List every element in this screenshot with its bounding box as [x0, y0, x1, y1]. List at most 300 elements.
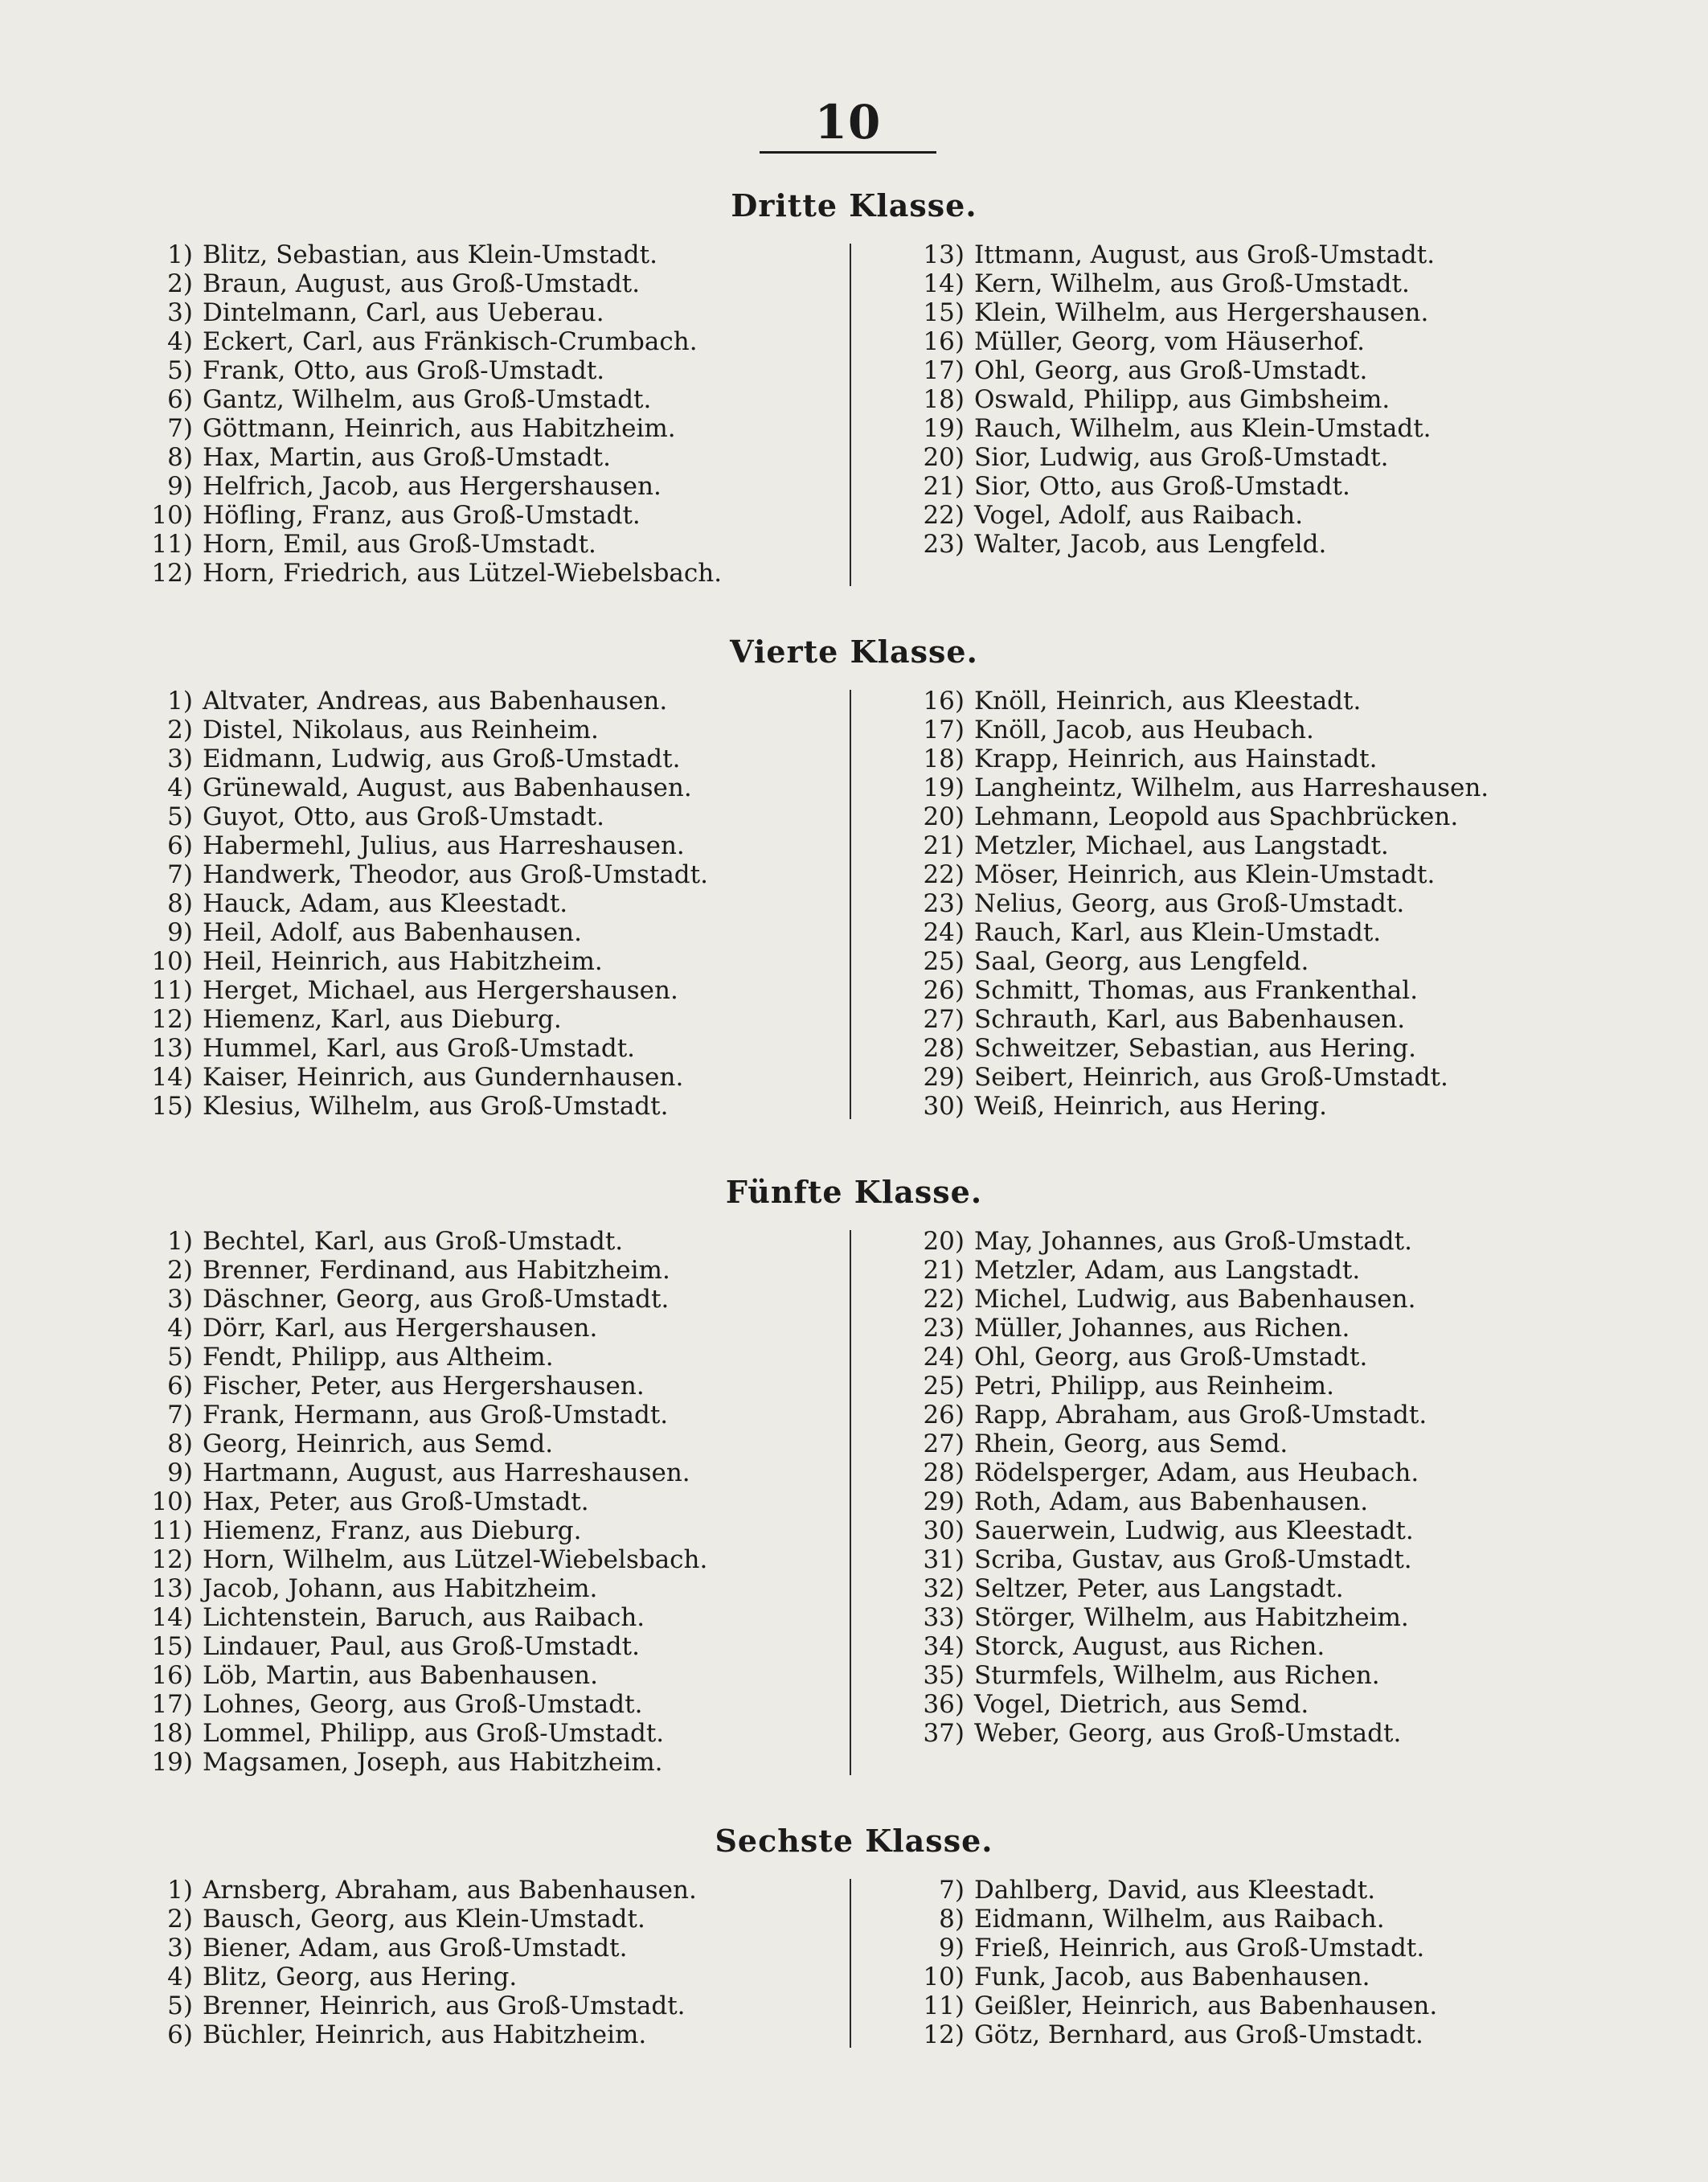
- list-item-number: 10): [151, 1487, 193, 1516]
- list-item-number: 18): [923, 744, 965, 773]
- list-item: [907, 773, 1489, 802]
- list-item-text: Sauerwein, Ludwig, aus Kleestadt.: [974, 1516, 1414, 1545]
- list-item-number: 13): [151, 1034, 193, 1063]
- list-item-text: Möser, Heinrich, aus Klein-Umstadt.: [974, 860, 1436, 889]
- list-item-text: Weber, Georg, aus Groß-Umstadt.: [974, 1719, 1402, 1748]
- list-item-number: 12): [151, 1005, 193, 1034]
- list-item-number: 3): [167, 1285, 193, 1314]
- list-item-text: Frieß, Heinrich, aus Groß-Umstadt.: [974, 1934, 1425, 1963]
- list-item: [135, 1401, 707, 1429]
- column-divider: [850, 690, 851, 1119]
- list-item-number: 26): [923, 976, 965, 1005]
- list-item-text: Dörr, Karl, aus Hergershausen.: [203, 1314, 598, 1343]
- list-item-number: 23): [923, 1314, 965, 1343]
- list-item: [135, 1991, 697, 2020]
- list-item-number: 22): [923, 860, 965, 889]
- list-item: [135, 269, 722, 298]
- list-item-text: Magsamen, Joseph, aus Habitzheim.: [203, 1748, 663, 1777]
- student-list-left: [135, 1227, 707, 1777]
- list-item-number: 17): [923, 716, 965, 744]
- list-item-text: Dintelmann, Carl, aus Ueberau.: [203, 298, 604, 327]
- list-item-text: Heil, Adolf, aus Babenhausen.: [203, 918, 582, 947]
- list-item: [907, 1063, 1489, 1092]
- list-item-number: 30): [923, 1516, 965, 1545]
- list-item-number: 11): [151, 976, 193, 1005]
- list-item-text: Frank, Otto, aus Groß-Umstadt.: [203, 356, 605, 385]
- list-item-text: Rauch, Karl, aus Klein-Umstadt.: [974, 918, 1382, 947]
- list-item-text: Ohl, Georg, aus Groß-Umstadt.: [974, 1343, 1368, 1372]
- list-item-number: 10): [151, 947, 193, 976]
- list-item-number: 29): [923, 1487, 965, 1516]
- list-item: [907, 1545, 1427, 1574]
- list-item-text: Frank, Hermann, aus Groß-Umstadt.: [203, 1401, 669, 1429]
- list-item: [907, 744, 1489, 773]
- list-item-number: 31): [923, 1545, 965, 1574]
- student-list-right: [907, 1876, 1437, 2049]
- list-item: [907, 472, 1435, 501]
- list-item-number: 10): [151, 501, 193, 530]
- list-item-number: 5): [167, 1991, 193, 2020]
- list-item-number: 12): [151, 559, 193, 588]
- list-item: [907, 385, 1435, 414]
- list-item: [135, 1034, 708, 1063]
- list-item: [135, 1227, 707, 1256]
- list-item-number: 1): [167, 1876, 193, 1905]
- list-item-text: Geißler, Heinrich, aus Babenhausen.: [974, 1991, 1438, 2020]
- list-item-text: Eckert, Carl, aus Fränkisch-Crumbach.: [203, 327, 698, 356]
- list-item-number: 14): [923, 269, 965, 298]
- list-item-number: 15): [151, 1092, 193, 1121]
- list-item-text: Lohnes, Georg, aus Groß-Umstadt.: [203, 1690, 643, 1719]
- list-item-text: Grünewald, August, aus Babenhausen.: [203, 773, 692, 802]
- list-item-number: 11): [923, 1991, 965, 2020]
- list-item: [135, 2020, 697, 2049]
- list-item-number: 23): [923, 530, 965, 559]
- list-item-number: 21): [923, 1256, 965, 1285]
- list-item-number: 12): [923, 2020, 965, 2049]
- list-item-number: 13): [151, 1574, 193, 1603]
- list-item-number: 14): [151, 1063, 193, 1092]
- list-item-number: 28): [923, 1458, 965, 1487]
- list-item-text: Klesius, Wilhelm, aus Groß-Umstadt.: [203, 1092, 669, 1121]
- list-item-text: Lindauer, Paul, aus Groß-Umstadt.: [203, 1632, 640, 1661]
- list-item-text: Ohl, Georg, aus Groß-Umstadt.: [974, 356, 1368, 385]
- student-list-left: [135, 1876, 697, 2049]
- list-item: [135, 831, 708, 860]
- list-item-text: Brenner, Ferdinand, aus Habitzheim.: [203, 1256, 670, 1285]
- list-item: [907, 443, 1435, 472]
- list-item: [907, 1719, 1427, 1748]
- list-item-number: 30): [923, 1092, 965, 1121]
- list-item-text: Langheintz, Wilhelm, aus Harreshausen.: [974, 773, 1489, 802]
- list-item-text: Sior, Ludwig, aus Groß-Umstadt.: [974, 443, 1389, 472]
- list-item-number: 15): [923, 298, 965, 327]
- list-item-number: 10): [923, 1963, 965, 1991]
- list-item-text: Biener, Adam, aus Groß-Umstadt.: [203, 1934, 628, 1963]
- list-item-text: Storck, August, aus Richen.: [974, 1632, 1325, 1661]
- list-item-text: Fischer, Peter, aus Hergershausen.: [203, 1372, 645, 1401]
- list-item-number: 2): [167, 1905, 193, 1934]
- list-item: [907, 1256, 1427, 1285]
- list-item-text: Metzler, Adam, aus Langstadt.: [974, 1256, 1361, 1285]
- list-item-text: Krapp, Heinrich, aus Hainstadt.: [974, 744, 1378, 773]
- list-item-number: 21): [923, 831, 965, 860]
- list-item-text: Habermehl, Julius, aus Harreshausen.: [203, 831, 685, 860]
- list-item-text: Dahlberg, David, aus Kleestadt.: [974, 1876, 1376, 1905]
- list-item: [135, 530, 722, 559]
- list-item-text: Brenner, Heinrich, aus Groß-Umstadt.: [203, 1991, 686, 2020]
- section-title: Sechste Klasse.: [715, 1823, 993, 1859]
- list-item-number: 3): [167, 298, 193, 327]
- list-item-text: Müller, Johannes, aus Richen.: [974, 1314, 1350, 1343]
- list-item-text: Höfling, Franz, aus Groß-Umstadt.: [203, 501, 641, 530]
- list-item-text: Saal, Georg, aus Lengfeld.: [974, 947, 1309, 976]
- list-item-number: 20): [923, 443, 965, 472]
- list-item-number: 18): [151, 1719, 193, 1748]
- list-item: [907, 501, 1435, 530]
- list-item-number: 16): [923, 687, 965, 716]
- list-item-number: 32): [923, 1574, 965, 1603]
- list-item: [907, 1991, 1437, 2020]
- list-item-text: May, Johannes, aus Groß-Umstadt.: [974, 1227, 1412, 1256]
- list-item-number: 9): [167, 918, 193, 947]
- list-item: [135, 1719, 707, 1748]
- list-item: [907, 976, 1489, 1005]
- list-item-text: Ittmann, August, aus Groß-Umstadt.: [974, 240, 1436, 269]
- list-item-number: 8): [167, 1429, 193, 1458]
- list-item-number: 24): [923, 1343, 965, 1372]
- list-item-text: Handwerk, Theodor, aus Groß-Umstadt.: [203, 860, 708, 889]
- list-item: [135, 1934, 697, 1963]
- list-item: [135, 1748, 707, 1777]
- list-item-number: 2): [167, 716, 193, 744]
- list-item-number: 5): [167, 356, 193, 385]
- list-item-text: Rauch, Wilhelm, aus Klein-Umstadt.: [974, 414, 1432, 443]
- list-item: [135, 414, 722, 443]
- list-item-text: Bausch, Georg, aus Klein-Umstadt.: [203, 1905, 645, 1934]
- list-item: [907, 414, 1435, 443]
- list-item-text: Schrauth, Karl, aus Babenhausen.: [974, 1005, 1406, 1034]
- list-item: [135, 1256, 707, 1285]
- list-item-text: Vogel, Dietrich, aus Semd.: [974, 1690, 1309, 1719]
- list-item-text: Horn, Emil, aus Groß-Umstadt.: [203, 530, 596, 559]
- list-item: [907, 327, 1435, 356]
- list-item-text: Sturmfels, Wilhelm, aus Richen.: [974, 1661, 1380, 1690]
- list-item: [907, 2020, 1437, 2049]
- list-item: [135, 687, 708, 716]
- list-item-text: Schweitzer, Sebastian, aus Hering.: [974, 1034, 1416, 1063]
- list-item-number: 9): [939, 1934, 965, 1963]
- list-item-number: 6): [167, 385, 193, 414]
- list-item-number: 7): [167, 1401, 193, 1429]
- list-item-number: 4): [167, 327, 193, 356]
- list-item-text: Däschner, Georg, aus Groß-Umstadt.: [203, 1285, 670, 1314]
- list-item: [135, 1545, 707, 1574]
- list-item-text: Lichtenstein, Baruch, aus Raibach.: [203, 1603, 645, 1632]
- list-item-number: 33): [923, 1603, 965, 1632]
- list-item: [907, 1227, 1427, 1256]
- list-item: [907, 1372, 1427, 1401]
- list-item-text: Hartmann, August, aus Harreshausen.: [203, 1458, 690, 1487]
- list-item: [907, 240, 1435, 269]
- list-item-text: Götz, Bernhard, aus Groß-Umstadt.: [974, 2020, 1423, 2049]
- list-item: [907, 1401, 1427, 1429]
- list-item-text: Nelius, Georg, aus Groß-Umstadt.: [974, 889, 1405, 918]
- list-item-number: 22): [923, 1285, 965, 1314]
- list-item: [135, 1574, 707, 1603]
- list-item-text: Kern, Wilhelm, aus Groß-Umstadt.: [974, 269, 1410, 298]
- list-item-number: 11): [151, 530, 193, 559]
- list-item-text: Arnsberg, Abraham, aus Babenhausen.: [203, 1876, 697, 1905]
- list-item-number: 8): [939, 1905, 965, 1934]
- list-item-text: Altvater, Andreas, aus Babenhausen.: [203, 687, 668, 716]
- list-item-number: 5): [167, 1343, 193, 1372]
- list-item-text: Blitz, Sebastian, aus Klein-Umstadt.: [203, 240, 657, 269]
- list-item-number: 7): [167, 860, 193, 889]
- list-item-text: Vogel, Adolf, aus Raibach.: [974, 501, 1304, 530]
- list-item: [907, 1516, 1427, 1545]
- list-item: [135, 889, 708, 918]
- list-item: [907, 298, 1435, 327]
- list-item-text: Petri, Philipp, aus Reinheim.: [974, 1372, 1334, 1401]
- list-item: [135, 356, 722, 385]
- list-item-number: 21): [923, 472, 965, 501]
- list-item: [907, 687, 1489, 716]
- page-number-rule: [760, 151, 936, 154]
- list-item-text: Distel, Nikolaus, aus Reinheim.: [203, 716, 599, 744]
- list-item-text: Fendt, Philipp, aus Altheim.: [203, 1343, 554, 1372]
- list-item-number: 8): [167, 443, 193, 472]
- list-item: [135, 744, 708, 773]
- list-item-text: Büchler, Heinrich, aus Habitzheim.: [203, 2020, 647, 2049]
- list-item: [135, 298, 722, 327]
- list-item-number: 19): [923, 414, 965, 443]
- list-item-text: Knöll, Heinrich, aus Kleestadt.: [974, 687, 1362, 716]
- list-item: [907, 889, 1489, 918]
- list-item: [135, 1632, 707, 1661]
- list-item: [907, 1092, 1489, 1121]
- list-item-text: Schmitt, Thomas, aus Frankenthal.: [974, 976, 1419, 1005]
- list-item: [907, 1905, 1437, 1934]
- list-item-number: 3): [167, 744, 193, 773]
- column-divider: [850, 1879, 851, 2048]
- list-item: [135, 918, 708, 947]
- list-item: [907, 1574, 1427, 1603]
- list-item-number: 13): [923, 240, 965, 269]
- list-item-number: 2): [167, 1256, 193, 1285]
- list-item: [135, 327, 722, 356]
- list-item-text: Gantz, Wilhelm, aus Groß-Umstadt.: [203, 385, 652, 414]
- list-item: [907, 918, 1489, 947]
- list-item: [907, 1005, 1489, 1034]
- list-item: [135, 1905, 697, 1934]
- list-item-text: Walter, Jacob, aus Lengfeld.: [974, 530, 1327, 559]
- list-item-text: Hax, Peter, aus Groß-Umstadt.: [203, 1487, 589, 1516]
- list-item-text: Störger, Wilhelm, aus Habitzheim.: [974, 1603, 1409, 1632]
- list-item-number: 19): [923, 773, 965, 802]
- list-item-number: 36): [923, 1690, 965, 1719]
- list-item-number: 23): [923, 889, 965, 918]
- list-item: [907, 1603, 1427, 1632]
- list-item: [907, 1285, 1427, 1314]
- list-item-text: Hiemenz, Karl, aus Dieburg.: [203, 1005, 562, 1034]
- list-item-text: Hauck, Adam, aus Kleestadt.: [203, 889, 568, 918]
- list-item-text: Rapp, Abraham, aus Groß-Umstadt.: [974, 1401, 1427, 1429]
- list-item: [907, 1343, 1427, 1372]
- list-item: [135, 472, 722, 501]
- list-item-text: Michel, Ludwig, aus Babenhausen.: [974, 1285, 1416, 1314]
- list-item: [135, 443, 722, 472]
- list-item-number: 16): [151, 1661, 193, 1690]
- list-item-number: 11): [151, 1516, 193, 1545]
- list-item-number: 20): [923, 802, 965, 831]
- list-item-number: 12): [151, 1545, 193, 1574]
- column-divider: [850, 244, 851, 586]
- list-item-text: Weiß, Heinrich, aus Hering.: [974, 1092, 1328, 1121]
- list-item: [907, 269, 1435, 298]
- list-item-number: 9): [167, 472, 193, 501]
- list-item: [135, 1487, 707, 1516]
- list-item-text: Göttmann, Heinrich, aus Habitzheim.: [203, 414, 676, 443]
- list-item-number: 14): [151, 1603, 193, 1632]
- list-item: [907, 1458, 1427, 1487]
- list-item: [907, 1034, 1489, 1063]
- list-item-number: 19): [151, 1748, 193, 1777]
- list-item-text: Blitz, Georg, aus Hering.: [203, 1963, 518, 1991]
- list-item-number: 3): [167, 1934, 193, 1963]
- list-item: [135, 1063, 708, 1092]
- list-item-number: 5): [167, 802, 193, 831]
- page-number: 10: [814, 95, 882, 150]
- list-item: [135, 773, 708, 802]
- student-list-right: [907, 240, 1435, 559]
- list-item: [907, 947, 1489, 976]
- list-item-number: 25): [923, 1372, 965, 1401]
- list-item: [135, 802, 708, 831]
- list-item-text: Sior, Otto, aus Groß-Umstadt.: [974, 472, 1350, 501]
- list-item-number: 35): [923, 1661, 965, 1690]
- student-list-left: [135, 240, 722, 588]
- column-divider: [850, 1230, 851, 1775]
- list-item-number: 27): [923, 1005, 965, 1034]
- list-item-text: Guyot, Otto, aus Groß-Umstadt.: [203, 802, 604, 831]
- list-item-number: 29): [923, 1063, 965, 1092]
- list-item: [135, 1516, 707, 1545]
- list-item: [135, 1963, 697, 1991]
- list-item: [135, 559, 722, 588]
- list-item-text: Funk, Jacob, aus Babenhausen.: [974, 1963, 1370, 1991]
- list-item-text: Klein, Wilhelm, aus Hergershausen.: [974, 298, 1429, 327]
- list-item: [135, 1690, 707, 1719]
- list-item-text: Jacob, Johann, aus Habitzheim.: [203, 1574, 598, 1603]
- list-item-text: Eidmann, Wilhelm, aus Raibach.: [974, 1905, 1385, 1934]
- list-item: [135, 860, 708, 889]
- list-item: [907, 1487, 1427, 1516]
- list-item-number: 7): [939, 1876, 965, 1905]
- list-item-number: 26): [923, 1401, 965, 1429]
- student-list-right: [907, 1227, 1427, 1748]
- list-item-number: 4): [167, 773, 193, 802]
- list-item-number: 24): [923, 918, 965, 947]
- list-item-text: Seibert, Heinrich, aus Groß-Umstadt.: [974, 1063, 1448, 1092]
- list-item-text: Hiemenz, Franz, aus Dieburg.: [203, 1516, 582, 1545]
- list-item: [907, 716, 1489, 744]
- list-item-text: Löb, Martin, aus Babenhausen.: [203, 1661, 599, 1690]
- list-item: [135, 1005, 708, 1034]
- section-title: Vierte Klasse.: [730, 634, 978, 670]
- list-item: [907, 802, 1489, 831]
- list-item: [135, 240, 722, 269]
- list-item: [135, 1603, 707, 1632]
- list-item-text: Scriba, Gustav, aus Groß-Umstadt.: [974, 1545, 1412, 1574]
- list-item-number: 8): [167, 889, 193, 918]
- list-item-text: Metzler, Michael, aus Langstadt.: [974, 831, 1389, 860]
- list-item-text: Helfrich, Jacob, aus Hergershausen.: [203, 472, 661, 501]
- student-list-right: [907, 687, 1489, 1121]
- list-item-number: 27): [923, 1429, 965, 1458]
- list-item-text: Bechtel, Karl, aus Groß-Umstadt.: [203, 1227, 624, 1256]
- list-item-text: Lehmann, Leopold aus Spachbrücken.: [974, 802, 1459, 831]
- list-item: [907, 1934, 1437, 1963]
- list-item-number: 4): [167, 1963, 193, 1991]
- list-item-number: 25): [923, 947, 965, 976]
- list-item-text: Hummel, Karl, aus Groß-Umstadt.: [203, 1034, 636, 1063]
- list-item-text: Kaiser, Heinrich, aus Gundernhausen.: [203, 1063, 684, 1092]
- list-item: [135, 1343, 707, 1372]
- list-item: [135, 1372, 707, 1401]
- list-item: [907, 1690, 1427, 1719]
- list-item-number: 7): [167, 414, 193, 443]
- list-item-number: 1): [167, 687, 193, 716]
- list-item-number: 6): [167, 2020, 193, 2049]
- list-item: [135, 716, 708, 744]
- list-item: [907, 530, 1435, 559]
- list-item-text: Müller, Georg, vom Häuserhof.: [974, 327, 1365, 356]
- list-item-number: 2): [167, 269, 193, 298]
- list-item-number: 6): [167, 1372, 193, 1401]
- list-item-number: 17): [151, 1690, 193, 1719]
- list-item: [907, 1661, 1427, 1690]
- list-item: [135, 1285, 707, 1314]
- list-item-text: Hax, Martin, aus Groß-Umstadt.: [203, 443, 611, 472]
- list-item-text: Oswald, Philipp, aus Gimbsheim.: [974, 385, 1391, 414]
- list-item-number: 1): [167, 240, 193, 269]
- list-item-text: Eidmann, Ludwig, aus Groß-Umstadt.: [203, 744, 681, 773]
- list-item-text: Georg, Heinrich, aus Semd.: [203, 1429, 554, 1458]
- list-item: [135, 385, 722, 414]
- section-title: Dritte Klasse.: [731, 187, 977, 224]
- list-item-number: 34): [923, 1632, 965, 1661]
- list-item-text: Horn, Friedrich, aus Lützel-Wiebelsbach.: [203, 559, 723, 588]
- list-item-text: Heil, Heinrich, aus Habitzheim.: [203, 947, 603, 976]
- list-item-number: 1): [167, 1227, 193, 1256]
- list-item-text: Knöll, Jacob, aus Heubach.: [974, 716, 1314, 744]
- list-item: [135, 1661, 707, 1690]
- list-item-number: 6): [167, 831, 193, 860]
- list-item: [907, 356, 1435, 385]
- list-item-number: 9): [167, 1458, 193, 1487]
- list-item: [135, 1314, 707, 1343]
- list-item: [907, 1429, 1427, 1458]
- list-item-text: Lommel, Philipp, aus Groß-Umstadt.: [203, 1719, 665, 1748]
- list-item: [135, 1092, 708, 1121]
- list-item: [135, 1876, 697, 1905]
- list-item-text: Horn, Wilhelm, aus Lützel-Wiebelsbach.: [203, 1545, 708, 1574]
- student-list-left: [135, 687, 708, 1121]
- list-item-text: Braun, August, aus Groß-Umstadt.: [203, 269, 641, 298]
- list-item: [907, 831, 1489, 860]
- list-item-number: 20): [923, 1227, 965, 1256]
